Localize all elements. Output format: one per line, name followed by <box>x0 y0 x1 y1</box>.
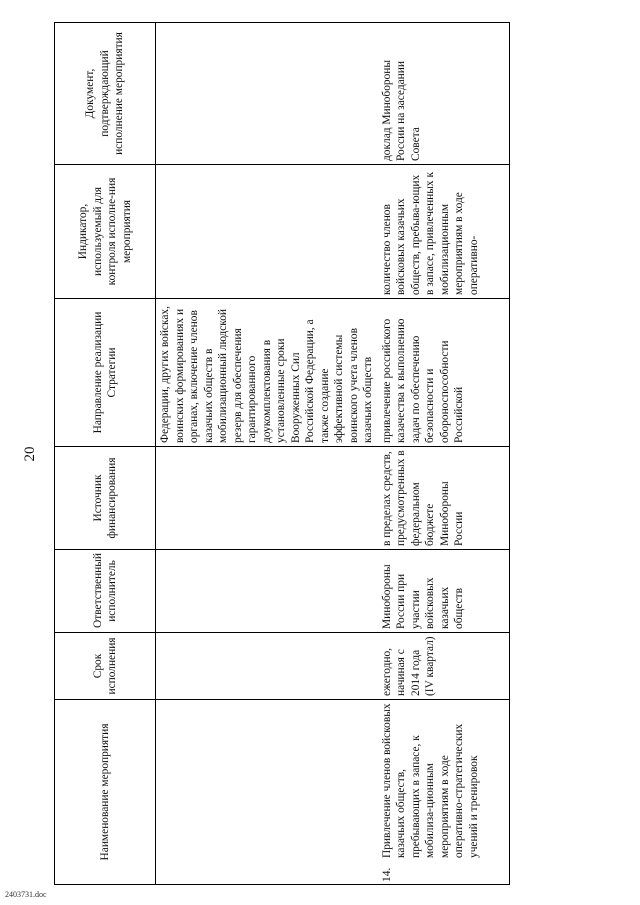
page-number: 20 <box>22 446 38 462</box>
col-header-funding: Источник финансирования <box>55 447 156 550</box>
cell-term <box>156 633 378 700</box>
col-header-name: Наименование мероприятия <box>55 700 156 885</box>
cell-direction: привлечение российского казачества к выполнению задач по обеспечению безопасности и обороноспособности Российской <box>378 299 510 447</box>
measures-table <box>54 22 510 885</box>
cell-indicator <box>156 165 378 299</box>
cell-name <box>156 700 378 885</box>
cell-indicator: количество членов войсковых казачьих обществ, пребыва-ющих в запасе, привлеченных к мобилизационным мероприятиям в ходе оперативно- <box>378 165 510 299</box>
cell-document <box>156 23 378 165</box>
col-header-term: Срок исполнения <box>55 633 156 700</box>
measure-name: Привлечение членов войсковых казачьих обществ, пребывающих в запасе, к мобилиза-ционным мероприятиям в ходе оперативно-стратегических учений и тренировок <box>380 703 480 858</box>
file-footer: 2403731.doc <box>5 890 47 899</box>
cell-term: ежегодно, начиная с 2014 года (IV квартал) <box>378 633 510 700</box>
cell-executor <box>156 550 378 633</box>
col-header-direction: Направление реализации Стратегии <box>55 299 156 447</box>
row-number: 14. <box>380 867 393 882</box>
cell-executor: Минобороны России при участии войсковых казачьих обществ <box>378 550 510 633</box>
col-header-executor: Ответственный исполнитель <box>55 550 156 633</box>
cell-document: доклад Минобороны России на заседании Совета <box>378 23 510 165</box>
col-header-document: Документ, подтверждающий исполнение мероприятия <box>55 23 156 165</box>
table-row <box>378 23 510 885</box>
cell-direction: Федерации, других войсках, воинских формированиях и органах, включение членов казачьих обществ в мобилизационный людской резерв для обеспечения гарантированного доукомплектования в установленные сроки Вооруженных Сил Российской Федерации, а также создание эффективной системы воинского учета членов казачьих обществ <box>156 299 378 447</box>
cell-funding: в пределах средств, предусмотренных в федеральном бюджете Минобороны России <box>378 447 510 550</box>
table-row <box>156 23 378 885</box>
header-row <box>55 23 156 885</box>
rotated-page <box>20 23 620 885</box>
cell-funding <box>156 447 378 550</box>
cell-name <box>378 700 510 885</box>
col-header-indicator: Индикатор, используемый для контроля исполне-ния мероприятия <box>55 165 156 299</box>
